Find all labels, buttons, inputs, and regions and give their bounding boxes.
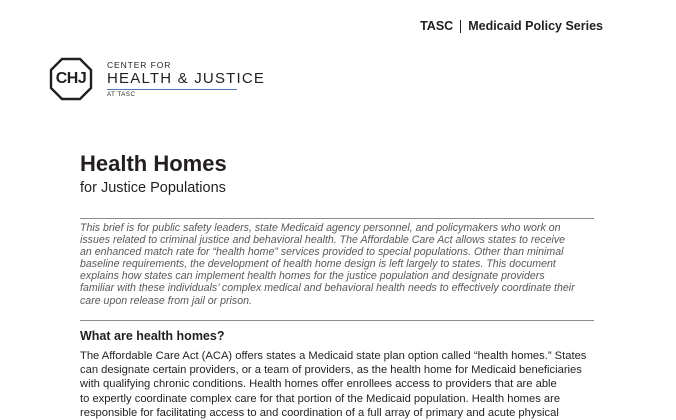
document-subtitle: for Justice Populations: [80, 180, 226, 196]
header-org: TASC: [420, 19, 454, 33]
body-line: The Affordable Care Act (ACA) offers states a Medicaid state plan option called “health homes.” States: [80, 350, 587, 362]
body-line: responsible for facilitating access to and coordination of a full array of primary and acute physical: [80, 406, 559, 419]
document-title: Health Homes: [80, 151, 227, 176]
logo-mark-text: CHJ: [55, 70, 87, 87]
logo-line-center-for: CENTER FOR: [107, 60, 172, 70]
header-series-name: Medicaid Policy Series: [468, 19, 603, 33]
logo-rule: [107, 89, 237, 90]
chj-logo: [49, 57, 266, 101]
abstract-line: baseline requirements, the development of health home design is left largely to states. This document: [80, 258, 556, 271]
logo-line-health-justice: HEALTH & JUSTICE: [107, 70, 266, 87]
abstract-line: explains how states can implement health homes for the justice population and designate providers: [80, 270, 545, 283]
body-line: with qualifying chronic conditions. Health homes offer enrollees access to providers that are able: [80, 378, 557, 391]
section-heading: What are health homes?: [80, 329, 225, 343]
logo-line-at-tasc: AT TASC: [107, 92, 136, 98]
abstract-top-rule: [80, 218, 594, 219]
body-line: can designate certain providers, or a team of providers, as the health home for Medicaid beneficiaries: [80, 364, 582, 377]
abstract-line: an enhanced match rate for “health home” services provided to special populations. Other than minimal: [80, 246, 564, 259]
abstract-text: [80, 222, 600, 307]
body-paragraph: [80, 349, 640, 420]
abstract-line: care upon release from jail or prison.: [80, 294, 252, 307]
header-separator: [460, 20, 461, 33]
series-header: [420, 19, 603, 33]
abstract-line: issues related to criminal justice and behavioral health. The Affordable Care Act allows states to receive: [80, 234, 566, 247]
abstract-line: This brief is for public safety leaders, state Medicaid agency personnel, and policymakers who work on: [80, 222, 561, 234]
body-line: to expertly coordinate complex care for that portion of the Medicaid population. Health homes are: [80, 392, 561, 405]
abstract-bottom-rule: [80, 320, 594, 321]
abstract-line: familiar with these individuals’ complex medical and behavioral health needs to effectively coordinate their: [80, 282, 575, 295]
